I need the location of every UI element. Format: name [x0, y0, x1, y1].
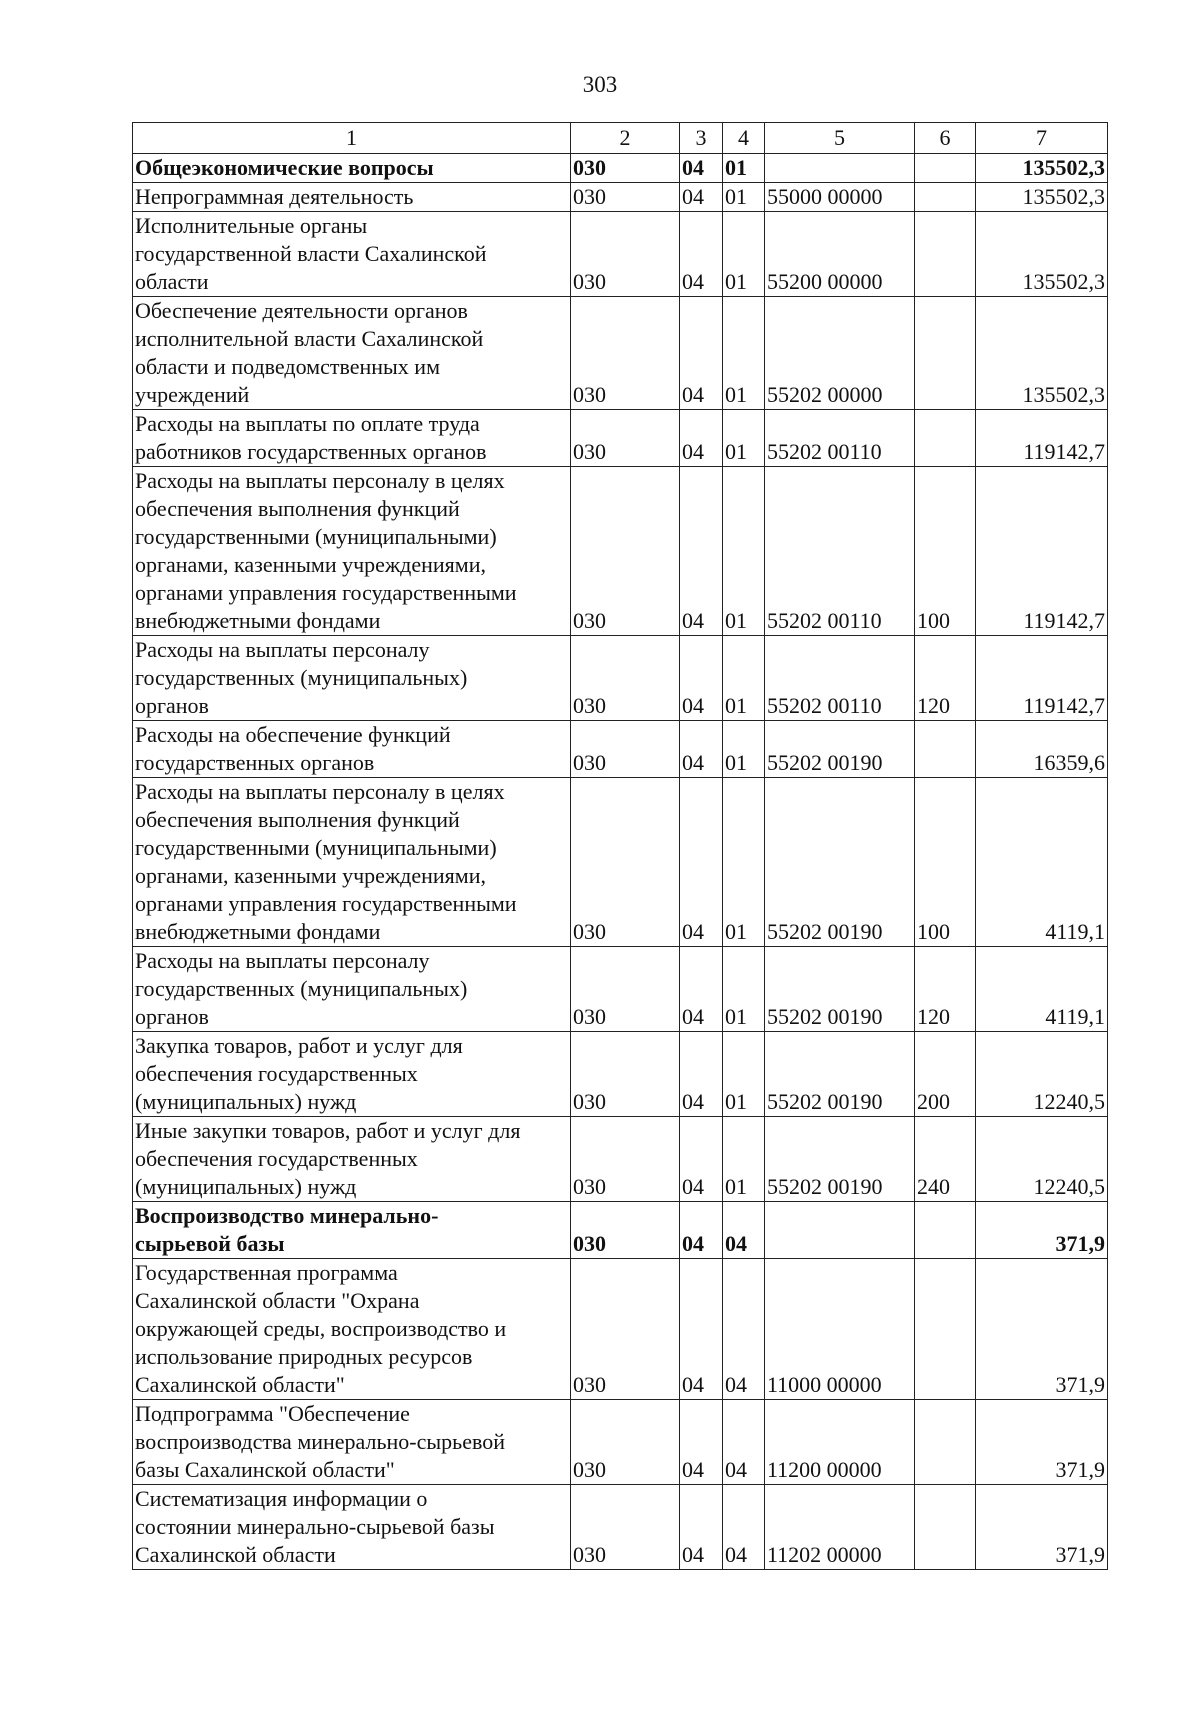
code-cell-5: 55202 00110: [765, 410, 915, 467]
code-cell-2: 030: [571, 183, 680, 212]
code-cell-4: 01: [723, 1032, 765, 1117]
code-cell-5: 55200 00000: [765, 212, 915, 297]
row-name-line: Расходы на выплаты по оплате труда: [135, 411, 480, 436]
amount-cell: 12240,5: [976, 1117, 1108, 1202]
code-cell-5: 55202 00190: [765, 1032, 915, 1117]
row-name-cell: [133, 297, 571, 410]
code-cell-3: 04: [680, 1202, 723, 1259]
code-cell-3: 04: [680, 297, 723, 410]
code-cell-3: 04: [680, 721, 723, 778]
row-name-line: Расходы на выплаты персоналу в целях: [135, 468, 505, 493]
table-row: [133, 467, 1108, 636]
code-cell-4: 01: [723, 721, 765, 778]
column-header-7: 7: [976, 123, 1108, 154]
table-row: [133, 1032, 1108, 1117]
row-name-line: органами управления государственными: [135, 580, 517, 605]
code-cell-3: 04: [680, 410, 723, 467]
amount-cell: 135502,3: [976, 183, 1108, 212]
code-cell-2: 030: [571, 1485, 680, 1570]
row-name-line: Расходы на выплаты персоналу: [135, 948, 430, 973]
code-cell-5: 55202 00190: [765, 947, 915, 1032]
row-name-line: (муниципальных) нужд: [135, 1174, 357, 1199]
row-name-line: государственных (муниципальных): [135, 976, 468, 1001]
code-cell-6: 120: [915, 947, 976, 1032]
row-name-line: органами управления государственными: [135, 891, 517, 916]
row-name-line: Общеэкономические вопросы: [135, 155, 434, 180]
row-name-line: Обеспечение деятельности органов: [135, 298, 468, 323]
code-cell-5: 55000 00000: [765, 183, 915, 212]
amount-cell: 371,9: [976, 1400, 1108, 1485]
code-cell-5: 55202 00190: [765, 721, 915, 778]
column-header-2: 2: [571, 123, 680, 154]
amount-cell: 135502,3: [976, 297, 1108, 410]
row-name-cell: [133, 778, 571, 947]
table-row: [133, 1400, 1108, 1485]
table-row: [133, 721, 1108, 778]
table-row: [133, 1202, 1108, 1259]
code-cell-3: 04: [680, 1032, 723, 1117]
table-row: [133, 1485, 1108, 1570]
amount-cell: 119142,7: [976, 410, 1108, 467]
row-name-cell: [133, 1259, 571, 1400]
code-cell-6: [915, 1202, 976, 1259]
row-name-line: состоянии минерально-сырьевой базы: [135, 1514, 495, 1539]
code-cell-4: 04: [723, 1400, 765, 1485]
table-row: [133, 1259, 1108, 1400]
table-header: [133, 123, 1108, 154]
row-name-line: сырьевой базы: [135, 1231, 285, 1256]
amount-cell: 371,9: [976, 1202, 1108, 1259]
code-cell-5: [765, 1202, 915, 1259]
code-cell-4: 01: [723, 410, 765, 467]
row-name-line: Расходы на выплаты персоналу в целях: [135, 779, 505, 804]
code-cell-2: 030: [571, 947, 680, 1032]
row-name-line: государственной власти Сахалинской: [135, 241, 487, 266]
code-cell-5: [765, 154, 915, 183]
code-cell-6: 240: [915, 1117, 976, 1202]
column-header-1: 1: [133, 123, 571, 154]
code-cell-2: 030: [571, 778, 680, 947]
code-cell-2: 030: [571, 1400, 680, 1485]
row-name-line: Закупка товаров, работ и услуг для: [135, 1033, 463, 1058]
row-name-line: Расходы на выплаты персоналу: [135, 637, 430, 662]
row-name-cell: [133, 1202, 571, 1259]
row-name-line: обеспечения государственных: [135, 1061, 418, 1086]
code-cell-3: 04: [680, 1485, 723, 1570]
row-name-line: воспроизводства минерально-сырьевой: [135, 1429, 505, 1454]
code-cell-5: 55202 00190: [765, 1117, 915, 1202]
row-name-cell: [133, 947, 571, 1032]
budget-table: [132, 122, 1108, 1570]
row-name-line: внебюджетными фондами: [135, 919, 381, 944]
table-row: [133, 297, 1108, 410]
table-row: [133, 947, 1108, 1032]
row-name-line: исполнительной власти Сахалинской: [135, 326, 484, 351]
amount-cell: 135502,3: [976, 154, 1108, 183]
row-name-line: базы Сахалинской области": [135, 1457, 395, 1482]
row-name-line: учреждений: [135, 382, 250, 407]
row-name-line: органов: [135, 693, 209, 718]
code-cell-4: 01: [723, 636, 765, 721]
amount-cell: 119142,7: [976, 467, 1108, 636]
row-name-line: Сахалинской области "Охрана: [135, 1288, 420, 1313]
code-cell-5: 11000 00000: [765, 1259, 915, 1400]
amount-cell: 135502,3: [976, 212, 1108, 297]
row-name-line: Сахалинской области: [135, 1542, 336, 1567]
row-name-cell: [133, 212, 571, 297]
row-name-line: Подпрограмма "Обеспечение: [135, 1401, 410, 1426]
code-cell-6: [915, 297, 976, 410]
code-cell-2: 030: [571, 721, 680, 778]
code-cell-4: 01: [723, 154, 765, 183]
code-cell-5: 55202 00000: [765, 297, 915, 410]
row-name-line: Систематизация информации о: [135, 1486, 428, 1511]
code-cell-3: 04: [680, 947, 723, 1032]
table-row: [133, 154, 1108, 183]
code-cell-4: 01: [723, 212, 765, 297]
code-cell-2: 030: [571, 467, 680, 636]
row-name-cell: [133, 721, 571, 778]
code-cell-5: 55202 00110: [765, 467, 915, 636]
code-cell-6: [915, 1485, 976, 1570]
table-row: [133, 212, 1108, 297]
code-cell-6: 100: [915, 467, 976, 636]
page-number: 303: [582, 72, 618, 97]
row-name-line: использование природных ресурсов: [135, 1344, 473, 1369]
code-cell-3: 04: [680, 636, 723, 721]
code-cell-4: 01: [723, 183, 765, 212]
row-name-line: области и подведомственных им: [135, 354, 441, 379]
amount-cell: 371,9: [976, 1259, 1108, 1400]
code-cell-5: 11202 00000: [765, 1485, 915, 1570]
row-name-line: окружающей среды, воспроизводство и: [135, 1316, 507, 1341]
row-name-line: обеспечения государственных: [135, 1146, 418, 1171]
row-name-line: работников государственных органов: [135, 439, 487, 464]
code-cell-5: 55202 00110: [765, 636, 915, 721]
table-row: [133, 636, 1108, 721]
code-cell-3: 04: [680, 778, 723, 947]
table-row: [133, 778, 1108, 947]
header-row: [133, 123, 1108, 154]
row-name-line: Расходы на обеспечение функций: [135, 722, 451, 747]
row-name-line: Воспроизводство минерально-: [135, 1203, 439, 1228]
amount-cell: 371,9: [976, 1485, 1108, 1570]
amount-cell: 119142,7: [976, 636, 1108, 721]
code-cell-6: [915, 410, 976, 467]
code-cell-3: 04: [680, 212, 723, 297]
row-name-line: обеспечения выполнения функций: [135, 496, 460, 521]
code-cell-2: 030: [571, 636, 680, 721]
row-name-line: государственными (муниципальными): [135, 835, 497, 860]
row-name-line: Иные закупки товаров, работ и услуг для: [135, 1118, 521, 1143]
code-cell-4: 04: [723, 1485, 765, 1570]
code-cell-6: [915, 1400, 976, 1485]
code-cell-4: 01: [723, 467, 765, 636]
table-row: [133, 183, 1108, 212]
table-row: [133, 410, 1108, 467]
row-name-cell: [133, 1400, 571, 1485]
column-header-5: 5: [765, 123, 915, 154]
code-cell-2: 030: [571, 297, 680, 410]
amount-cell: 16359,6: [976, 721, 1108, 778]
code-cell-6: 120: [915, 636, 976, 721]
code-cell-4: 04: [723, 1202, 765, 1259]
row-name-cell: [133, 154, 571, 183]
code-cell-4: 01: [723, 1117, 765, 1202]
amount-cell: 4119,1: [976, 778, 1108, 947]
row-name-cell: [133, 636, 571, 721]
row-name-cell: [133, 1117, 571, 1202]
row-name-cell: [133, 183, 571, 212]
table-body: [133, 154, 1108, 1570]
row-name-line: Сахалинской области": [135, 1372, 345, 1397]
code-cell-3: 04: [680, 1400, 723, 1485]
code-cell-6: [915, 721, 976, 778]
row-name-line: обеспечения выполнения функций: [135, 807, 460, 832]
code-cell-3: 04: [680, 467, 723, 636]
code-cell-2: 030: [571, 1117, 680, 1202]
code-cell-6: [915, 154, 976, 183]
column-header-3: 3: [680, 123, 723, 154]
code-cell-6: [915, 1259, 976, 1400]
column-header-6: 6: [915, 123, 976, 154]
row-name-line: органами, казенными учреждениями,: [135, 552, 486, 577]
code-cell-2: 030: [571, 1202, 680, 1259]
row-name-cell: [133, 1485, 571, 1570]
code-cell-3: 04: [680, 183, 723, 212]
code-cell-5: 11200 00000: [765, 1400, 915, 1485]
code-cell-4: 01: [723, 778, 765, 947]
code-cell-6: 100: [915, 778, 976, 947]
amount-cell: 12240,5: [976, 1032, 1108, 1117]
row-name-cell: [133, 1032, 571, 1117]
amount-cell: 4119,1: [976, 947, 1108, 1032]
table-row: [133, 1117, 1108, 1202]
row-name-line: государственных (муниципальных): [135, 665, 468, 690]
row-name-line: (муниципальных) нужд: [135, 1089, 357, 1114]
code-cell-2: 030: [571, 212, 680, 297]
column-header-4: 4: [723, 123, 765, 154]
code-cell-3: 04: [680, 1259, 723, 1400]
code-cell-2: 030: [571, 154, 680, 183]
code-cell-2: 030: [571, 1259, 680, 1400]
row-name-line: внебюджетными фондами: [135, 608, 381, 633]
row-name-line: Исполнительные органы: [135, 213, 368, 238]
code-cell-6: [915, 212, 976, 297]
code-cell-5: 55202 00190: [765, 778, 915, 947]
row-name-cell: [133, 410, 571, 467]
row-name-line: государственными (муниципальными): [135, 524, 497, 549]
row-name-line: области: [135, 269, 209, 294]
code-cell-3: 04: [680, 1117, 723, 1202]
row-name-line: Непрограммная деятельность: [135, 184, 414, 209]
row-name-line: органами, казенными учреждениями,: [135, 863, 486, 888]
code-cell-2: 030: [571, 1032, 680, 1117]
code-cell-3: 04: [680, 154, 723, 183]
code-cell-2: 030: [571, 410, 680, 467]
row-name-line: Государственная программа: [135, 1260, 398, 1285]
row-name-line: государственных органов: [135, 750, 375, 775]
code-cell-4: 04: [723, 1259, 765, 1400]
code-cell-6: [915, 183, 976, 212]
code-cell-4: 01: [723, 947, 765, 1032]
code-cell-4: 01: [723, 297, 765, 410]
row-name-line: органов: [135, 1004, 209, 1029]
row-name-cell: [133, 467, 571, 636]
code-cell-6: 200: [915, 1032, 976, 1117]
